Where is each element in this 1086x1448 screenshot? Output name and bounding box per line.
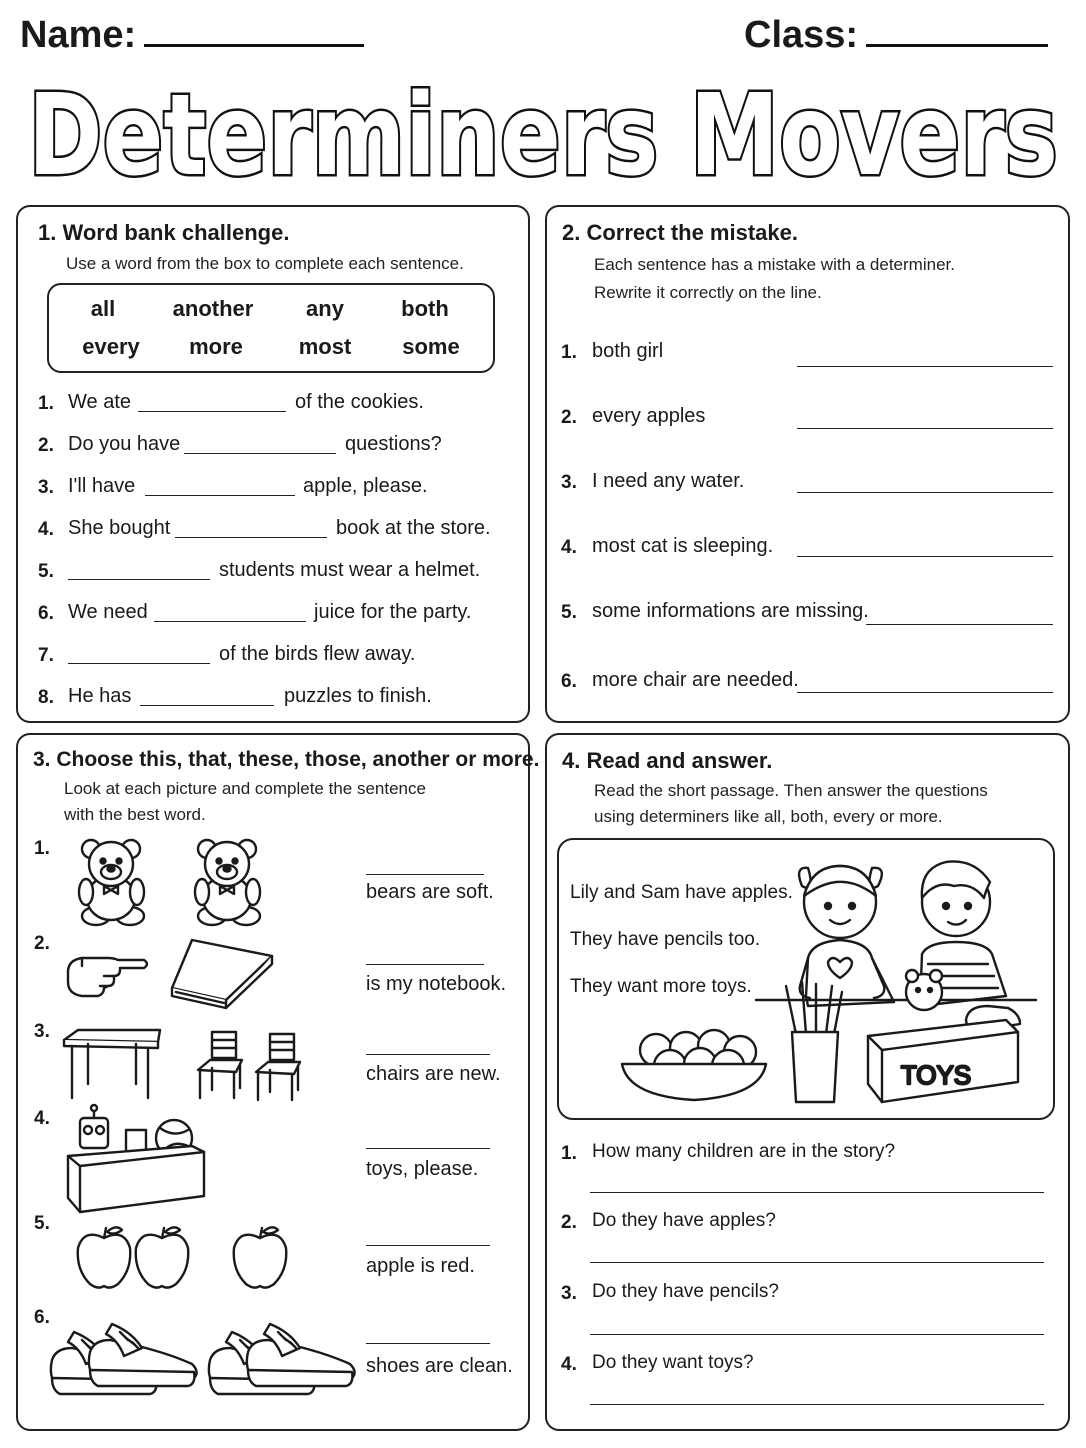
- item-number: 6.: [561, 671, 577, 692]
- apples-icon: [74, 1224, 296, 1294]
- item-number: 7.: [38, 645, 54, 666]
- item-number: 2.: [561, 407, 577, 428]
- teddy-bears-icon: [74, 834, 274, 926]
- answer-blank[interactable]: [175, 537, 327, 538]
- section4-instruction: Read the short passage. Then answer the questions: [594, 781, 988, 800]
- item-number: 5.: [38, 561, 54, 582]
- sentence-end: toys, please.: [366, 1158, 479, 1180]
- item-number: 5.: [561, 602, 577, 623]
- answer-blank[interactable]: [68, 663, 210, 664]
- sneakers-icon: [46, 1324, 326, 1402]
- answer-blank[interactable]: [138, 411, 286, 412]
- answer-line[interactable]: [590, 1192, 1044, 1193]
- item-number: 6.: [34, 1307, 50, 1328]
- section3-heading: 3. Choose this, that, these, those, another or more.: [33, 748, 540, 771]
- item-number: 4.: [561, 1354, 577, 1375]
- section3-instruction: Look at each picture and complete the sentence: [64, 779, 426, 798]
- mistake-sentence: more chair are needed.: [592, 669, 799, 691]
- answer-blank[interactable]: [68, 579, 210, 580]
- question-text: Do they have pencils?: [592, 1281, 779, 1302]
- sentence-end: shoes are clean.: [366, 1355, 513, 1377]
- passage-line: They want more toys.: [570, 976, 752, 997]
- sentence-end: juice for the party.: [314, 601, 472, 623]
- answer-line[interactable]: [797, 492, 1053, 493]
- sentence-start: She bought: [68, 517, 171, 539]
- sentence-end: of the cookies.: [295, 391, 424, 413]
- sentence-end: apple is red.: [366, 1255, 475, 1277]
- item-number: 3.: [38, 477, 54, 498]
- item-number: 2.: [34, 933, 50, 954]
- answer-line[interactable]: [797, 556, 1053, 557]
- sentence-end: book at the store.: [336, 517, 491, 539]
- class-input-line[interactable]: [866, 44, 1048, 47]
- word-bank-word: more: [189, 334, 243, 359]
- answer-line[interactable]: [866, 624, 1053, 625]
- passage-line: They have pencils too.: [570, 929, 761, 950]
- item-number: 3.: [561, 1283, 577, 1304]
- answer-line[interactable]: [797, 366, 1053, 367]
- item-number: 4.: [561, 537, 577, 558]
- item-number: 4.: [34, 1108, 50, 1129]
- answer-blank[interactable]: [366, 964, 484, 965]
- question-text: How many children are in the story?: [592, 1141, 896, 1162]
- answer-blank[interactable]: [366, 1245, 490, 1246]
- sentence-end: is my notebook.: [366, 973, 507, 995]
- class-label: Class:: [744, 14, 859, 56]
- sentence-end: puzzles to finish.: [284, 685, 432, 707]
- word-bank-word: every: [82, 334, 140, 359]
- item-number: 2.: [561, 1212, 577, 1233]
- sentence-end: apple, please.: [303, 475, 428, 497]
- section2-heading: 2. Correct the mistake.: [562, 220, 798, 245]
- sentence-end: bears are soft.: [366, 881, 494, 903]
- mistake-sentence: both girl: [592, 340, 664, 362]
- section2-instruction: Rewrite it correctly on the line.: [594, 283, 822, 302]
- children-illustration: [616, 846, 1036, 1106]
- item-number: 1.: [561, 1143, 577, 1164]
- answer-blank[interactable]: [140, 705, 274, 706]
- class-field: [744, 14, 1048, 57]
- sentence-end: students must wear a helmet.: [219, 559, 481, 581]
- toy-box-label: TOYS: [900, 1060, 972, 1090]
- apple-bowl-icon: [622, 1030, 766, 1100]
- name-label: Name:: [20, 14, 137, 56]
- answer-line[interactable]: [590, 1404, 1044, 1405]
- pointing-hand-notebook-icon: [64, 936, 284, 1008]
- name-input-line[interactable]: [144, 44, 364, 47]
- name-field: [20, 14, 364, 57]
- answer-line[interactable]: [590, 1262, 1044, 1263]
- section3-instruction: with the best word.: [64, 805, 206, 824]
- question-text: Do they want toys?: [592, 1352, 754, 1373]
- item-number: 8.: [38, 687, 54, 708]
- item-number: 1.: [38, 393, 54, 414]
- question-text: Do they have apples?: [592, 1210, 776, 1231]
- table-chairs-icon: [60, 1026, 310, 1108]
- mistake-sentence: some informations are missing.: [592, 600, 869, 622]
- sentence-end: of the birds flew away.: [219, 643, 416, 665]
- item-number: 5.: [34, 1213, 50, 1234]
- sentence-start: He has: [68, 685, 132, 707]
- item-number: 2.: [38, 435, 54, 456]
- sentence-end: questions?: [345, 433, 442, 455]
- answer-blank[interactable]: [366, 1148, 490, 1149]
- item-number: 4.: [38, 519, 54, 540]
- item-number: 1.: [34, 838, 50, 859]
- section4-heading: 4. Read and answer.: [562, 748, 773, 773]
- sentence-start: Do you have: [68, 433, 181, 455]
- passage-line: Lily and Sam have apples.: [570, 882, 793, 903]
- item-number: 3.: [34, 1021, 50, 1042]
- mistake-sentence: most cat is sleeping.: [592, 535, 774, 557]
- answer-blank[interactable]: [154, 621, 306, 622]
- word-bank-word: another: [172, 296, 254, 321]
- sentence-end: chairs are new.: [366, 1063, 501, 1085]
- answer-blank[interactable]: [184, 453, 336, 454]
- word-bank-word: any: [306, 296, 344, 321]
- word-bank-word: most: [298, 334, 352, 359]
- mistake-sentence: I need any water.: [592, 470, 745, 492]
- answer-blank[interactable]: [366, 1343, 490, 1344]
- section1-instruction: Use a word from the box to complete each sentence.: [66, 254, 464, 273]
- section4-instruction: using determiners like all, both, every or more.: [594, 807, 943, 826]
- page-title-text: Determiners Movers: [28, 71, 1058, 197]
- toy-box-icon: [64, 1104, 214, 1216]
- item-number: 6.: [38, 603, 54, 624]
- word-bank-word: all: [90, 296, 116, 321]
- answer-blank[interactable]: [366, 1054, 490, 1055]
- answer-line[interactable]: [590, 1334, 1044, 1335]
- item-number: 3.: [561, 472, 577, 493]
- sentence-start: We need: [68, 601, 148, 623]
- sentence-start: We ate: [68, 391, 131, 413]
- section1-heading: 1. Word bank challenge.: [38, 220, 290, 245]
- mistake-sentence: every apples: [592, 405, 706, 427]
- sentence-start: I'll have: [68, 475, 136, 497]
- word-bank-word: some: [402, 334, 460, 359]
- answer-blank[interactable]: [366, 874, 484, 875]
- answer-line[interactable]: [797, 692, 1053, 693]
- item-number: 1.: [561, 342, 577, 363]
- page-title: [0, 62, 1086, 197]
- word-bank-word: both: [401, 296, 449, 321]
- section2-instruction: Each sentence has a mistake with a determiner.: [594, 255, 955, 274]
- answer-blank[interactable]: [145, 495, 295, 496]
- girl-icon: [799, 866, 894, 1006]
- answer-line[interactable]: [797, 428, 1053, 429]
